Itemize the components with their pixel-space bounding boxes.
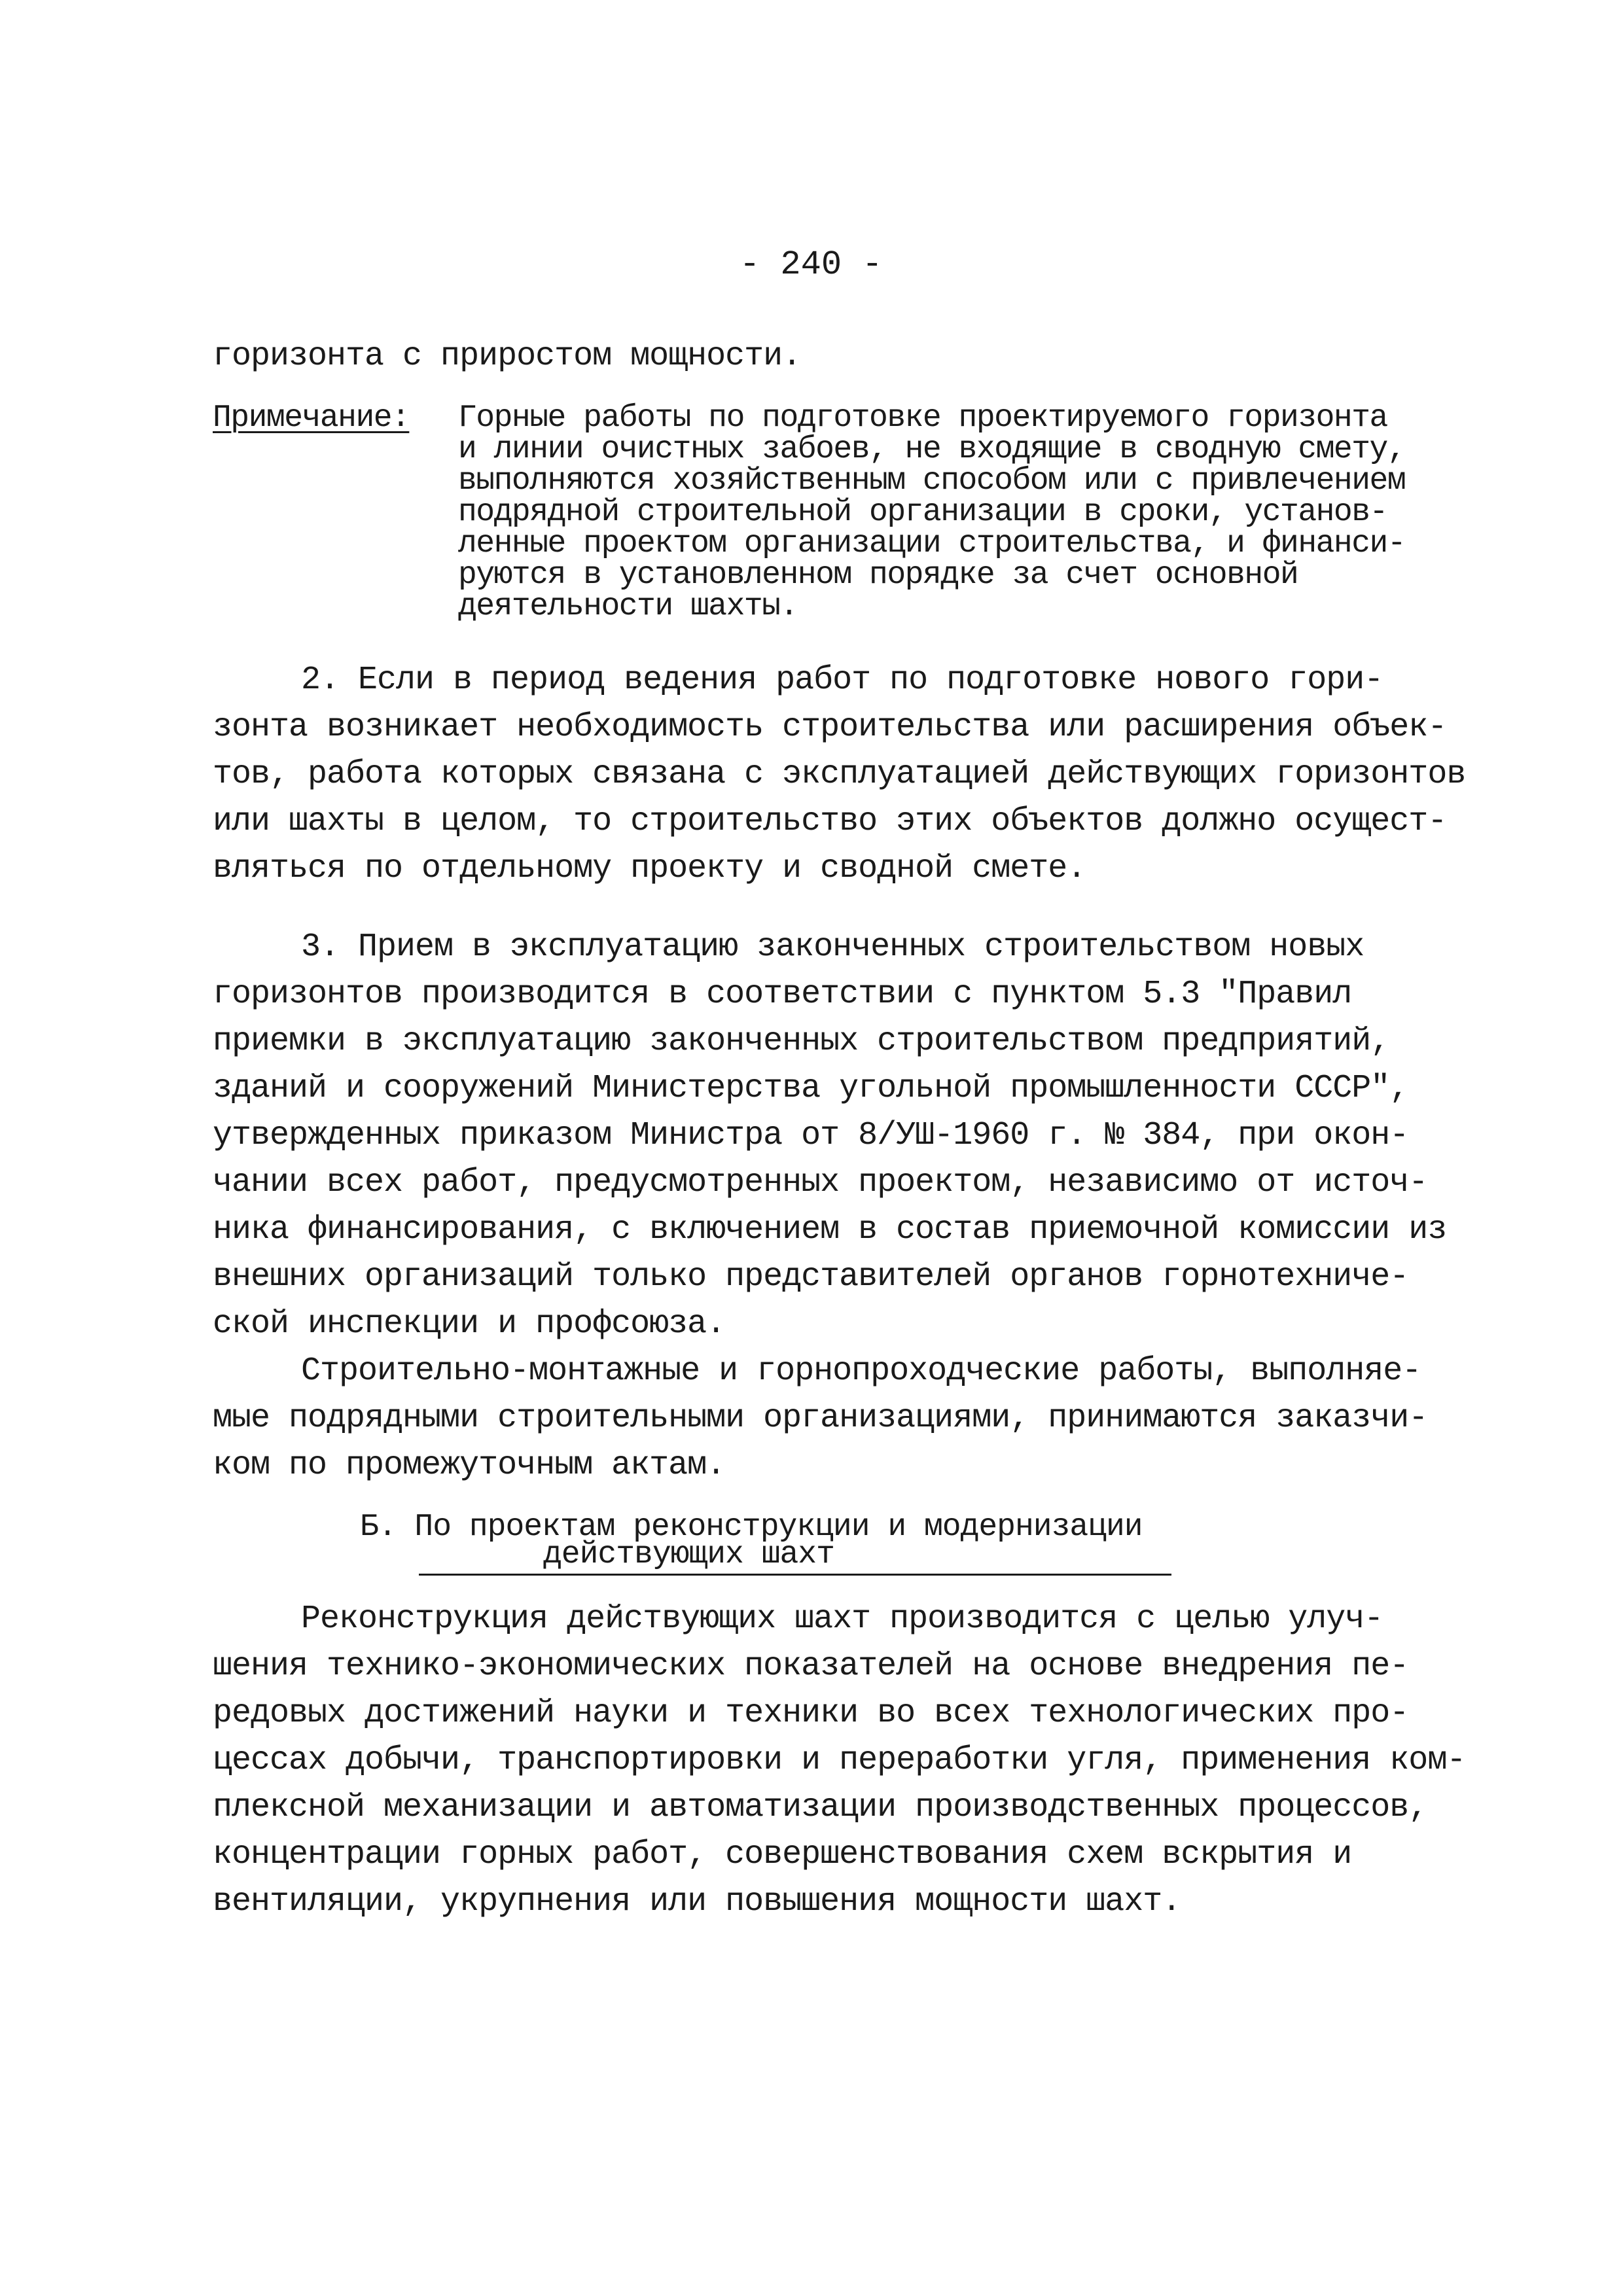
paragraph-line: 3. Прием в эксплуатацию законченных строительством новых [301, 928, 1364, 966]
paragraph-line: горизонтов производится в соответствии с пунктом 5.3 "Правил [213, 976, 1352, 1013]
paragraph-line: зонта возникает необходимость строительства или расширения объек- [213, 709, 1447, 746]
note-line: ленные проектом организации строительства, и финанси- [458, 526, 1406, 561]
page-number: - 240 - [740, 245, 883, 284]
paragraph-line: Реконструкция действующих шахт производится с целью улуч- [301, 1600, 1383, 1638]
paragraph-line: тов, работа которых связана с эксплуатацией действующих горизонтов [213, 756, 1466, 793]
paragraph-line: шения технико-экономических показателей на основе внедрения пе- [213, 1648, 1409, 1685]
section-heading-line: действующих шахт [543, 1537, 834, 1572]
paragraph-line: мые подрядными строительными организациями, принимаются заказчи- [213, 1400, 1428, 1437]
note-label: Примечание: [213, 400, 410, 436]
paragraph-line: концентрации горных работ, совершенствования схем вскрытия и [213, 1836, 1352, 1873]
note-line: и линии очистных забоев, не входящие в сводную смету, [458, 432, 1406, 467]
paragraph-line: чании всех работ, предусмотренных проектом, независимо от источ- [213, 1164, 1428, 1201]
paragraph-line: ком по промежуточным актам. [213, 1447, 726, 1484]
paragraph-line: цессах добычи, транспортировки и переработки угля, применения ком- [213, 1742, 1466, 1779]
paragraph-line: или шахты в целом, то строительство этих объектов должно осущест- [213, 803, 1447, 840]
paragraph-line: ника финансирования, с включением в состав приемочной комиссии из [213, 1211, 1447, 1248]
note-line: выполняются хозяйственным способом или с привлечением [458, 463, 1406, 499]
paragraph-line: редовых достижений науки и техники во всех технологических про- [213, 1695, 1409, 1732]
paragraph-line: Строительно-монтажные и горнопроходческие работы, выполняе- [301, 1352, 1421, 1390]
section-heading-line: Б. По проектам реконструкции и модернизации [360, 1510, 1143, 1545]
paragraph-line: вентиляции, укрупнения или повышения мощности шахт. [213, 1883, 1181, 1920]
paragraph-line: внешних организаций только представителей органов горнотехниче- [213, 1258, 1409, 1296]
note-line: руются в установленном порядке за счет основной [458, 557, 1298, 593]
note-line: подрядной строительной организации в сроки, установ- [458, 495, 1387, 530]
paragraph-line: утвержденных приказом Министра от 8/УШ-1960 г. № 384, при окон- [213, 1117, 1409, 1154]
paragraph-line: плексной механизации и автоматизации производственных процессов, [213, 1789, 1428, 1826]
continuation-line: горизонта с приростом мощности. [213, 338, 802, 375]
paragraph-line: вляться по отдельному проекту и сводной смете. [213, 850, 1086, 887]
note-line: Горные работы по подготовке проектируемого горизонта [458, 400, 1387, 436]
paragraph-line: приемки в эксплуатацию законченных строительством предприятий, [213, 1023, 1390, 1060]
paragraph-line: ской инспекции и профсоюза. [213, 1305, 726, 1343]
paragraph-line: 2. Если в период ведения работ по подготовке нового гори- [301, 662, 1383, 699]
note-line: деятельности шахты. [458, 589, 798, 624]
section-heading-underline [419, 1574, 1171, 1576]
paragraph-line: зданий и сооружений Министерства угольной промышленности СССР", [213, 1070, 1409, 1107]
